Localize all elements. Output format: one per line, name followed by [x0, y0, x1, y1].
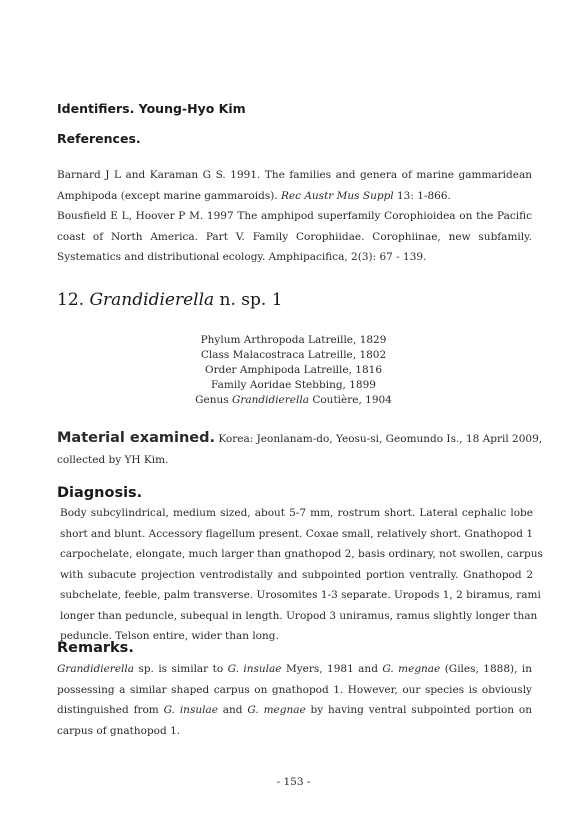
taxonomy-genus: Genus Grandidierella Coutière, 1904: [195, 394, 392, 406]
reference-1-line-2: Amphipoda (except marine gammaroids). Rec Austr Mus Suppl 13: 1-866.: [57, 189, 451, 202]
references-list: [57, 165, 532, 268]
taxonomy-family: Family Aoridae Stebbing, 1899: [211, 379, 376, 391]
remarks-line-3: distinguished from G. insulae and G. megnae by having ventral subpointed portion on: [57, 704, 532, 716]
references-heading: References.: [57, 131, 141, 146]
remarks-text: [57, 659, 532, 741]
reference-2-line-2: coast of North America. Part V. Family Corophiidae. Corophiinae, new subfamily.: [57, 230, 532, 243]
taxonomy-phylum: Phylum Arthropoda Latreille, 1829: [200, 334, 387, 346]
diagnosis-text: [60, 503, 543, 647]
page-number: - 153 -: [276, 776, 311, 788]
material-heading: Material examined.: [57, 430, 215, 446]
diagnosis-heading: Diagnosis.: [57, 485, 143, 501]
taxonomy-class: Class Malacostraca Latreille, 1802: [200, 349, 387, 361]
diagnosis-line: Body subcylindrical, medium sized, about 5-7 mm, rostrum short. Lateral cephalic lobe: [60, 507, 533, 519]
reference-2-line-3: Systematics and distributional ecology. Amphipacifica, 2(3): 67 - 139.: [57, 251, 427, 263]
diagnosis-line: short and blunt. Accessory flagellum present. Coxae small, relatively short. Gnathopod 1: [60, 527, 533, 540]
reference-1-line-1: Barnard J L and Karaman G S. 1991. The families and genera of marine gammaridean: [57, 169, 532, 181]
remarks-line-2: possessing a similar shaped carpus on gnathopod 1. However, our species is obviously: [57, 683, 532, 696]
diagnosis-line: subchelate, feeble, palm transverse. Urosomites 1-3 separate. Uropods 1, 2 biramus, rami: [60, 589, 541, 601]
material-line-2: collected by YH Kim.: [57, 453, 169, 466]
material-line-1: Korea: Jeonlanam-do, Yeosu-si, Geomundo Is., 18 April 2009,: [218, 433, 543, 445]
remarks-heading: Remarks.: [57, 640, 134, 656]
diagnosis-line: longer than peduncle, subequal in length. Uropod 3 uniramus, ramus slightly longer than: [60, 609, 538, 622]
taxonomy-block: [0, 333, 587, 408]
taxonomy-order: Order Amphipoda Latreille, 1816: [204, 364, 383, 376]
remarks-line-1: Grandidierella sp. is similar to G. insulae Myers, 1981 and G. megnae (Giles, 1888), in: [57, 663, 532, 675]
diagnosis-line: carpochelate, elongate, much larger than gnathopod 2, basis ordinary, not swollen, carpus: [60, 548, 543, 560]
material-examined: [57, 428, 543, 470]
identifiers-line: Identifiers. Young-Hyo Kim: [57, 101, 246, 116]
reference-2-line-1: Bousfield E L, Hoover P M. 1997 The amphipod superfamily Corophioidea on the Pacific: [57, 210, 532, 222]
diagnosis-line: peduncle. Telson entire, wider than long.: [60, 630, 279, 642]
species-title: 12. Grandidierella n. sp. 1: [57, 290, 283, 310]
diagnosis-line: with subacute projection ventrodistally and subpointed portion ventrally. Gnathopod 2: [60, 568, 533, 581]
remarks-line-4: carpus of gnathopod 1.: [57, 724, 181, 737]
